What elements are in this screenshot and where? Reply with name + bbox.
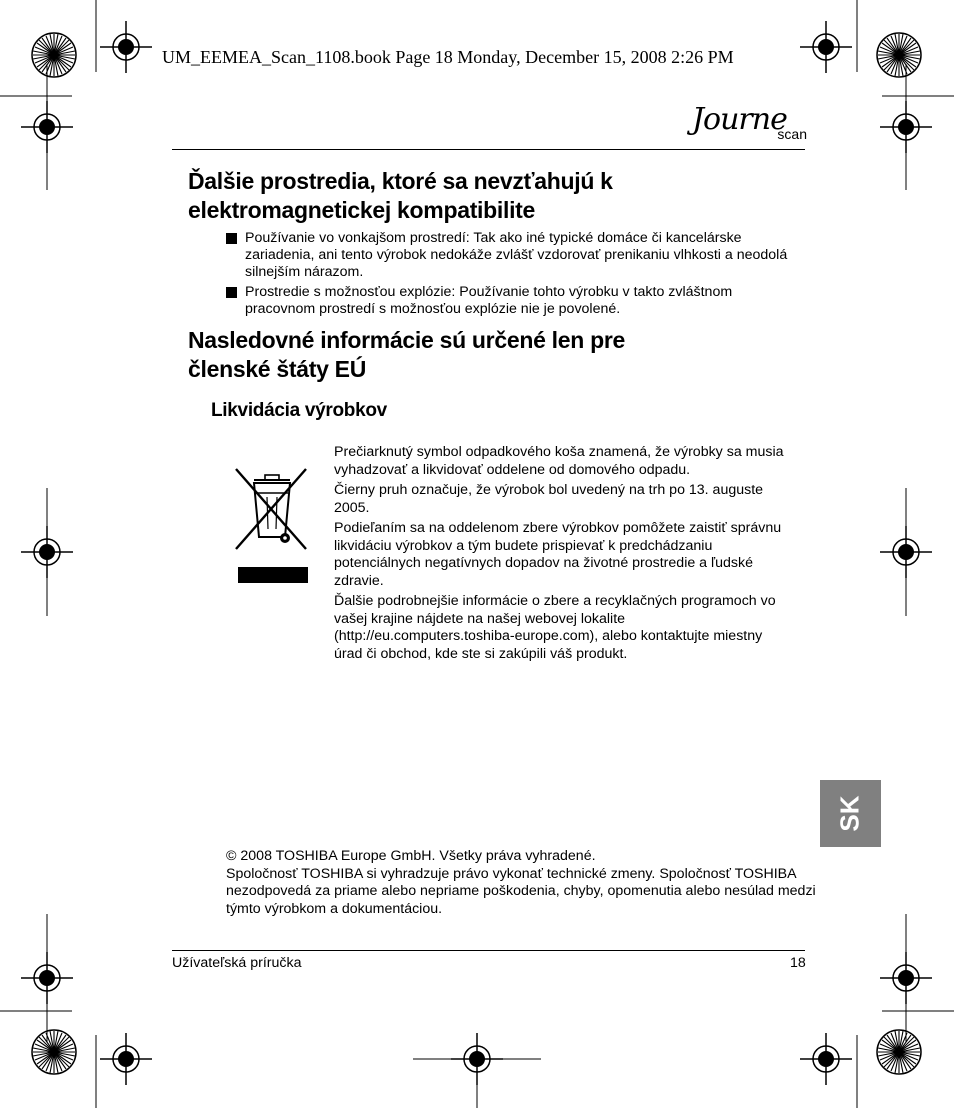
book-file-line: UM_EEMEA_Scan_1108.book Page 18 Monday, December 15, 2008 2:26 PM (162, 47, 734, 67)
paragraph: Ďalšie podrobnejšie informácie o zbere a recyklačných programoch vo vašej krajine nájdete na našej webovej lokalite (http://eu.computers.toshiba-europe.com), alebo kontaktujte miestny úrad či obchod, kde ste si zakúpili váš produkt. (334, 593, 776, 662)
registration-mark-icon (800, 1033, 852, 1085)
heading-line: elektromagnetickej kompatibilite (188, 197, 536, 223)
list-item (226, 230, 804, 281)
starburst-icon (877, 33, 921, 77)
crossed-out-wheelie-bin-icon (232, 465, 312, 585)
heading-line: členské štáty EÚ (188, 356, 367, 382)
header-rule (172, 149, 805, 150)
subheading-disposal: Likvidácia výrobkov (211, 400, 387, 421)
brand-script: Journe (692, 102, 787, 137)
journe-scan-logo (684, 100, 809, 152)
heading-line: Ďalšie prostredia, ktoré sa nevzťahujú k (188, 168, 613, 194)
bullet-text: Prostredie s možnosťou explózie: Používanie tohto výrobku v takto zvláštnom pracovnom prostredí s možnosťou explózie nie je povolené. (245, 284, 733, 317)
paragraph: Prečiarknutý symbol odpadkového koša znamená, že výrobky sa musia vyhadzovať a likvidovať oddelene od domového odpadu. (334, 444, 784, 478)
bullet-square-icon (226, 233, 237, 244)
starburst-icon (877, 1030, 921, 1074)
paragraph: Čierny pruh označuje, že výrobok bol uvedený na trh po 13. auguste 2005. (334, 482, 764, 516)
brand-sub: scan (777, 126, 807, 142)
list-item (226, 284, 804, 318)
registration-mark-icon (100, 1033, 152, 1085)
language-tab (820, 780, 881, 847)
registration-mark-icon (800, 21, 852, 73)
heading-other-environments (188, 167, 613, 225)
copyright-block (226, 848, 816, 918)
bullet-list (226, 230, 804, 321)
registration-mark-icon (100, 21, 152, 73)
footer-rule (172, 950, 805, 951)
footer-title: Užívateľská príručka (172, 955, 302, 971)
disposal-text (334, 444, 794, 666)
disclaimer-text: Spoločnosť TOSHIBA si vyhradzuje právo vykonať technické zmeny. Spoločnosť TOSHIBA nezodpovedá za priame alebo nepriame poškodenia, chyby, opomenutia alebo nesúlad medzi týmto výrobkom a dokumentáciou. (226, 865, 816, 917)
heading-eu-info (188, 326, 625, 384)
language-tab-label: SK (835, 795, 865, 832)
paragraph: Podieľaním sa na oddelenom zbere výrobkov pomôžete zaistiť správnu likvidáciu výrobkov a tým budete prispievať k predchádzaniu potenciálnych negatívnych dopadov na životné prostredie a ľudské zdravie. (334, 520, 782, 589)
page-number: 18 (790, 955, 806, 971)
heading-line: Nasledovné informácie sú určené len pre (188, 327, 625, 353)
bullet-text: Používanie vo vonkajšom prostredí: Tak ako iné typické domáce či kancelárske zariadenia, ani tento výrobok nedokáže zvlášť vzdorovať prenikaniu vlhkosti a neodolá silnejším nárazom. (245, 230, 788, 280)
copyright-line: © 2008 TOSHIBA Europe GmbH. Všetky práva vyhradené. (226, 848, 596, 864)
bullet-square-icon (226, 287, 237, 298)
starburst-icon (32, 33, 76, 77)
starburst-icon (32, 1030, 76, 1074)
